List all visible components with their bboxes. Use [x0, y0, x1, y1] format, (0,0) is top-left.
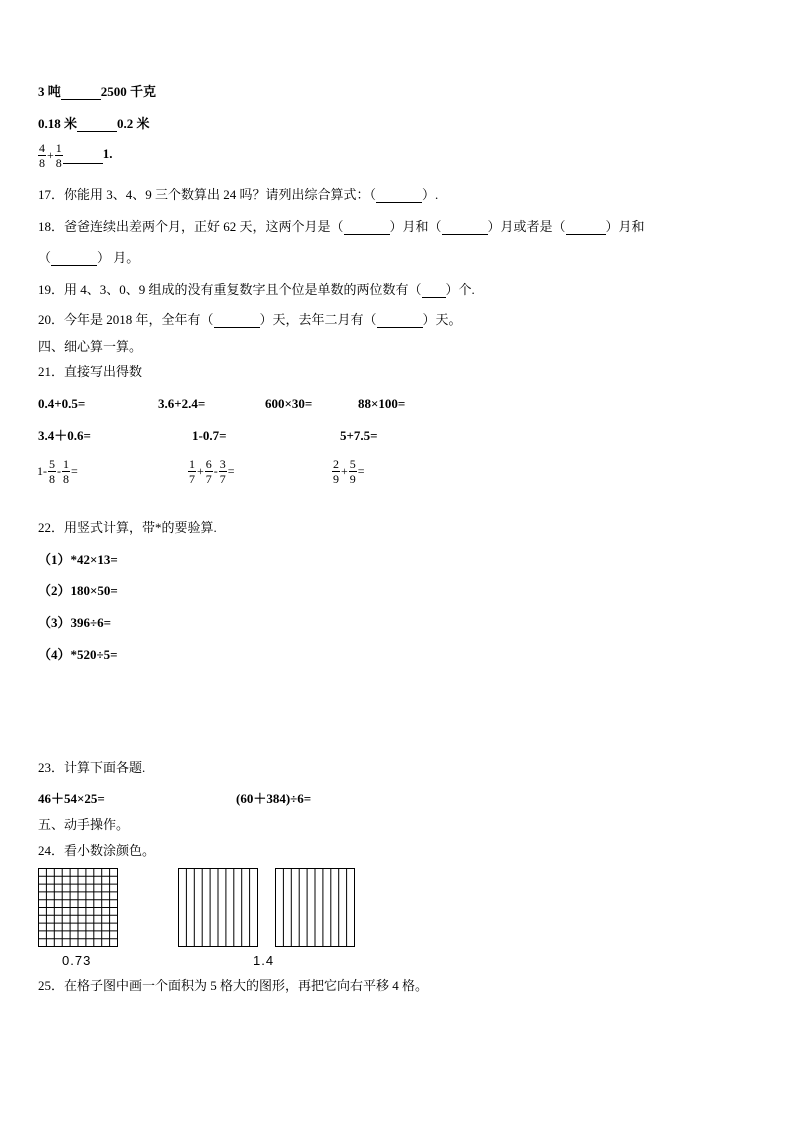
- fraction: $\frac{4}{8}$: [39, 140, 45, 170]
- fraction-calc-2: $\frac{1}{7}$ + $\frac{6}{7}$ - $\frac{3}{7}$ =: [189, 456, 235, 486]
- vertical-calc-item: （3）396÷6=: [38, 615, 112, 630]
- calc-item: 3.4＋0.6=: [38, 428, 91, 443]
- calc-item: 88×100=: [358, 396, 406, 411]
- answer-blank[interactable]: [77, 118, 117, 132]
- conversion-2: 0.18 米 0.2 米: [38, 116, 150, 131]
- vertical-calc-item: （2）180×50=: [38, 583, 118, 598]
- calc-item: (60＋384)÷6=: [236, 791, 312, 806]
- question-18: 18．爸爸连续出差两个月，正好 62 天，这两个月是（ ）月和（ ）月或者是（ ）月和: [38, 219, 645, 234]
- question-22-title: 22．用竖式计算，带*的要验算.: [38, 520, 217, 535]
- question-17: 17．你能用 3、4、9 三个数算出 24 吗？请列出综合算式：（ ）.: [38, 187, 439, 202]
- fraction-calc-3: $\frac{2}{9}$ + $\frac{5}{9}$ =: [333, 456, 365, 486]
- tenths-strip-grid-2[interactable]: [275, 868, 355, 947]
- answer-blank[interactable]: [376, 189, 422, 203]
- answer-blank[interactable]: [61, 86, 101, 100]
- vertical-calc-item: （4）*520÷5=: [38, 647, 118, 662]
- hundred-grid[interactable]: [38, 868, 118, 947]
- answer-blank[interactable]: [422, 284, 446, 298]
- calc-item: 600×30=: [265, 396, 313, 411]
- grid-label: 1.4: [253, 953, 275, 968]
- vertical-calc-item: （1）*42×13=: [38, 552, 118, 567]
- answer-blank[interactable]: [344, 221, 390, 235]
- question-19: 19．用 4、3、0、9 组成的没有重复数字且个位是单数的两位数有（ ）个.: [38, 282, 475, 297]
- answer-blank[interactable]: [63, 147, 103, 164]
- question-21-title: 21．直接写出得数: [38, 364, 143, 379]
- question-18-cont: （ ） 月。: [38, 250, 140, 265]
- answer-blank[interactable]: [377, 314, 423, 328]
- calc-item: 1-0.7=: [192, 428, 227, 443]
- question-23-title: 23．计算下面各题.: [38, 760, 146, 775]
- fraction-calc-1: 1- $\frac{5}{8}$ - $\frac{1}{8}$ =: [37, 456, 78, 486]
- question-25: 25．在格子图中画一个面积为 5 格大的图形，再把它向右平移 4 格。: [38, 978, 429, 993]
- answer-blank[interactable]: [214, 314, 260, 328]
- answer-blank[interactable]: [442, 221, 488, 235]
- calc-item: 3.6+2.4=: [158, 396, 206, 411]
- section-5-heading: 五、动手操作。: [38, 817, 130, 832]
- section-4-heading: 四、细心算一算。: [38, 339, 143, 354]
- fraction-compare: $\frac{4}{8}$ + $\frac{1}{8}$ 1.: [39, 140, 113, 170]
- calc-item: 46＋54×25=: [38, 791, 105, 806]
- fraction: $\frac{1}{8}$: [55, 140, 62, 170]
- answer-blank[interactable]: [51, 252, 97, 266]
- calc-item: 5+7.5=: [340, 428, 378, 443]
- grid-label: 0.73: [62, 953, 92, 968]
- answer-blank[interactable]: [566, 221, 606, 235]
- calc-item: 0.4+0.5=: [38, 396, 86, 411]
- conversion-1: 3 吨 2500 千克: [38, 84, 157, 99]
- question-20: 20．今年是 2018 年，全年有（ ）天，去年二月有（ ）天。: [38, 312, 462, 327]
- tenths-strip-grid-1[interactable]: [178, 868, 258, 947]
- question-24-title: 24．看小数涂颜色。: [38, 843, 156, 858]
